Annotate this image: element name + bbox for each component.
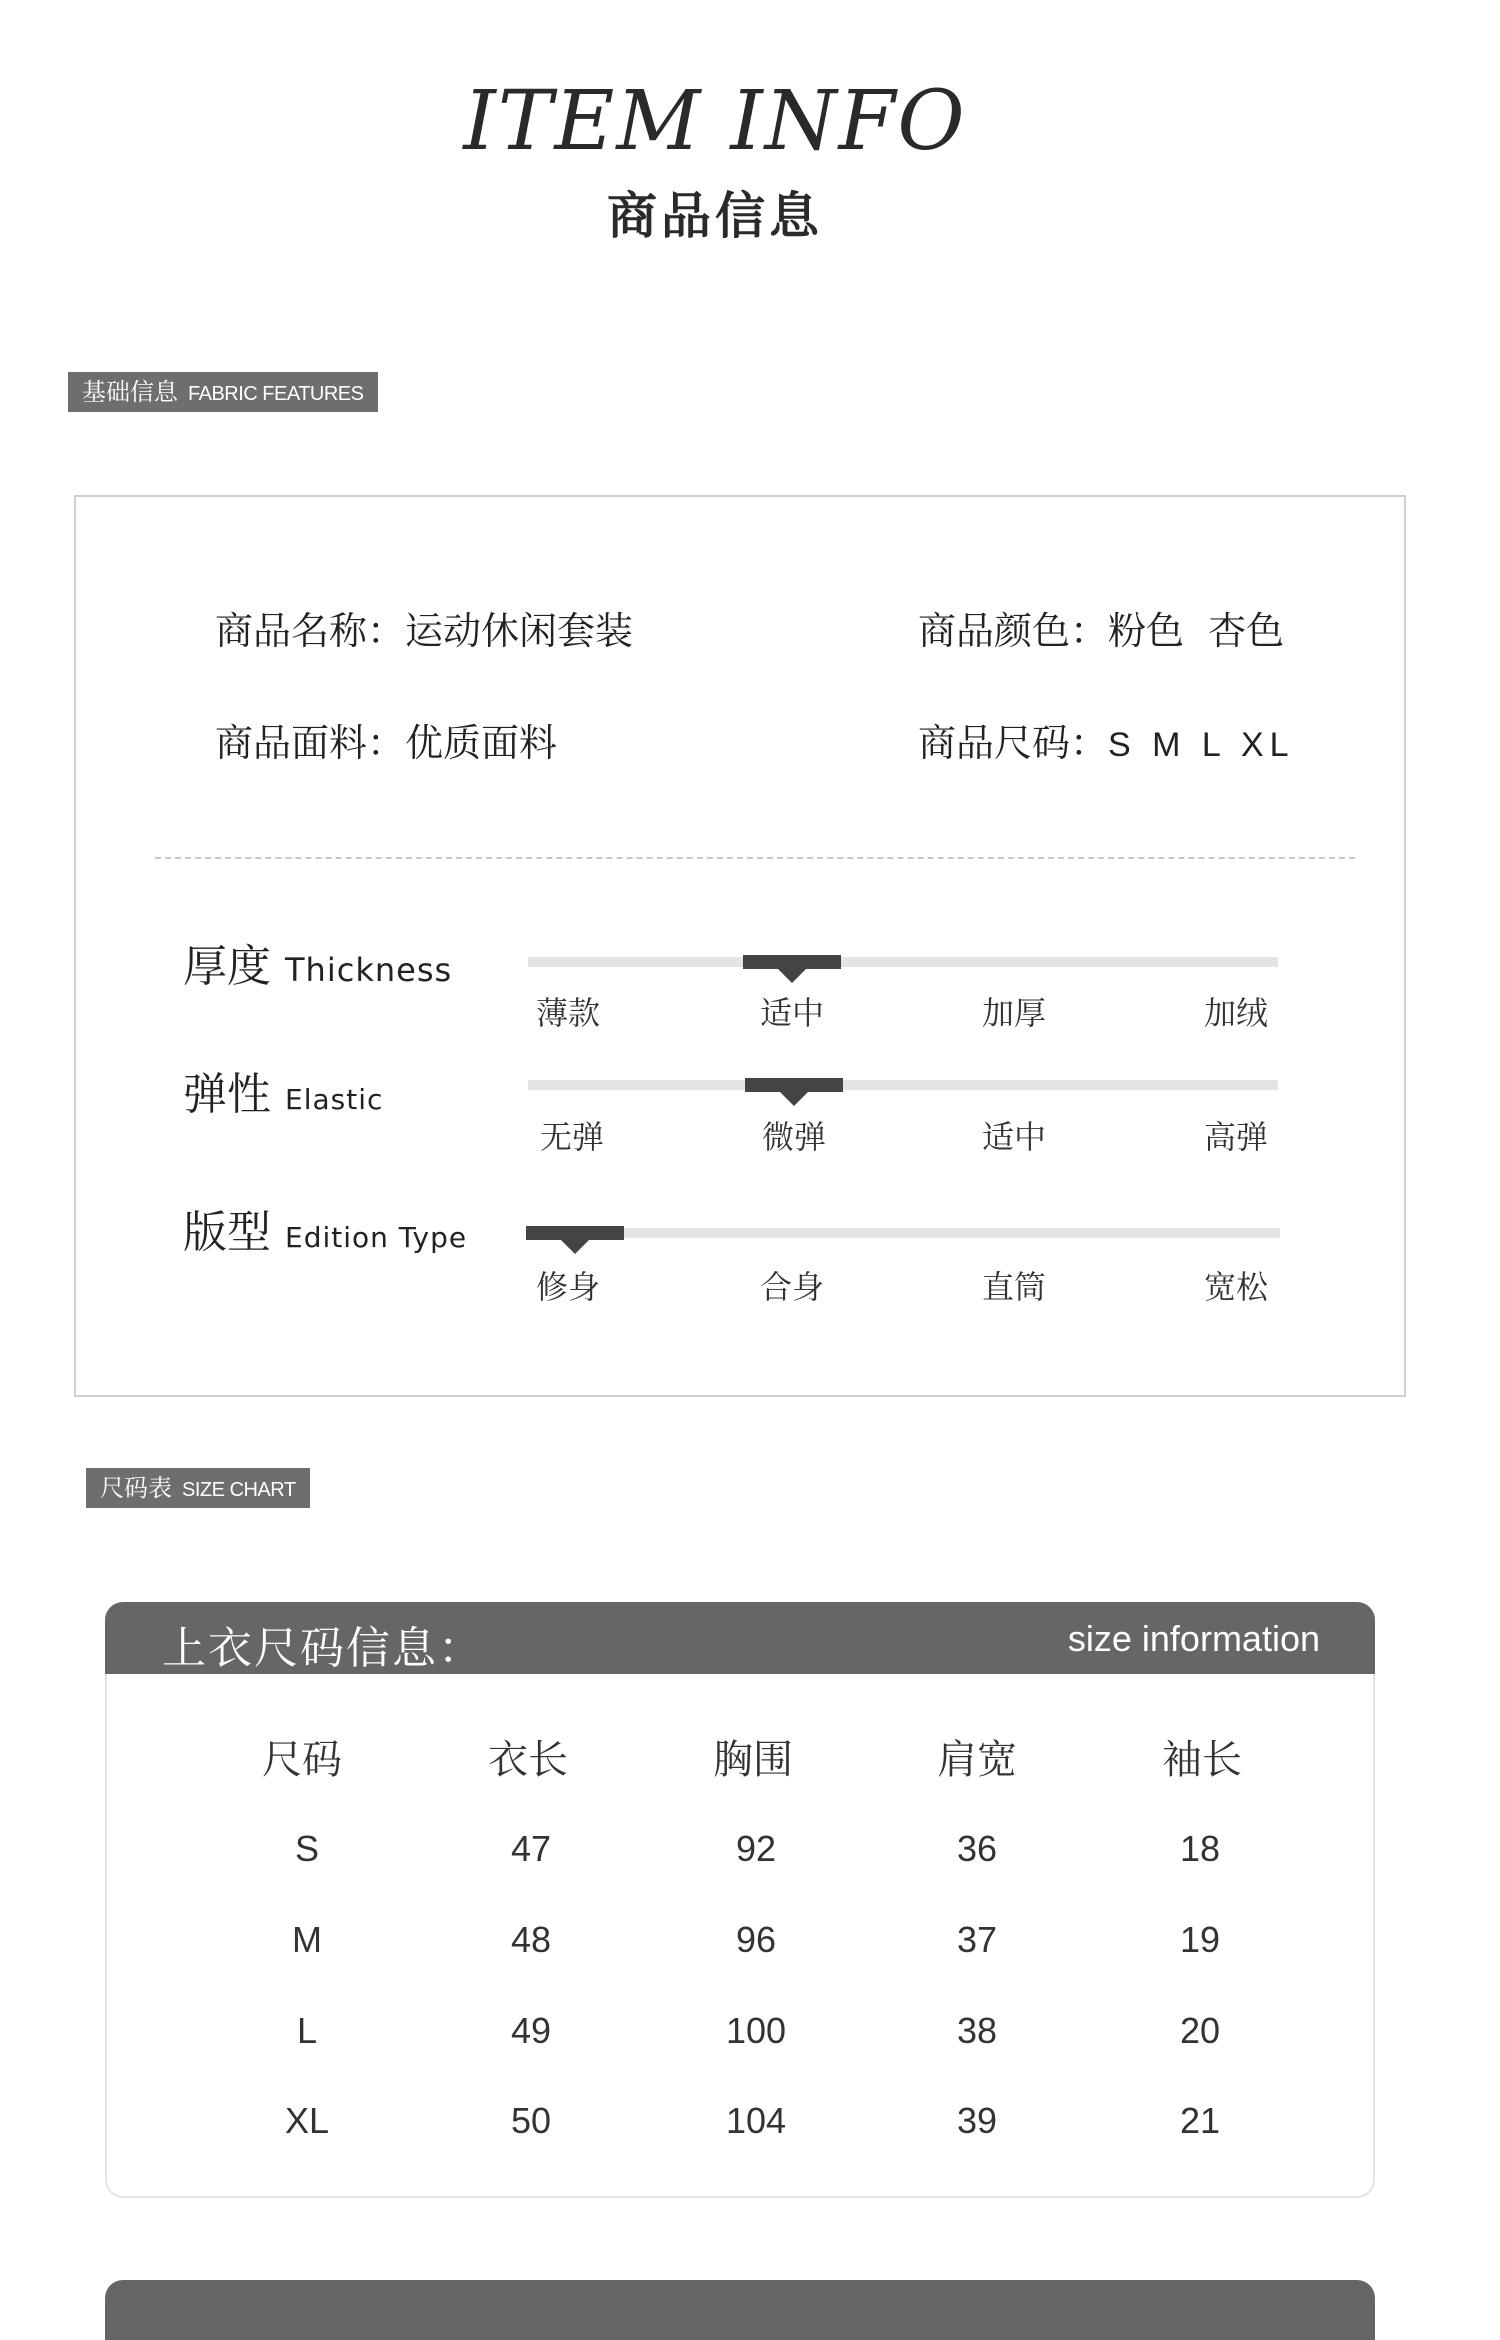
product-color-value: 粉色 杏色 <box>1108 609 1285 653</box>
size-table-cell: 38 <box>956 2010 998 2051</box>
size-table-cell: S <box>294 1828 319 1869</box>
attribute-label-edition-type <box>183 1196 467 1260</box>
elastic-option: 高弹 <box>1203 1118 1268 1156</box>
dashed-divider <box>155 857 1355 859</box>
edition-type-track <box>528 1228 1280 1238</box>
product-color-row <box>918 600 1284 655</box>
attribute-label-thickness <box>183 930 452 994</box>
elastic-option: 适中 <box>981 1118 1046 1156</box>
attribute-cn: 版型 <box>183 1207 271 1258</box>
size-table-cell: 92 <box>735 1828 777 1869</box>
product-size-label: 商品尺码： <box>918 721 1109 765</box>
size-table-cell: XL <box>284 2100 330 2141</box>
attribute-cn: 弹性 <box>183 1069 271 1120</box>
size-table-title-cn: 上衣尺码信息： <box>162 1623 484 1674</box>
size-table-column-header: 胸围 <box>713 1737 793 1783</box>
thickness-marker <box>743 955 841 969</box>
page-title-english: ITEM INFO <box>463 74 967 169</box>
product-size-row <box>918 712 1295 767</box>
size-table-cell: 36 <box>956 1828 998 1869</box>
size-table-cell: 39 <box>956 2100 998 2141</box>
product-fabric-row <box>215 712 557 767</box>
page-title-chinese: 商品信息 <box>607 187 823 245</box>
edition-type-option: 宽松 <box>1203 1268 1268 1306</box>
product-name-row <box>215 600 633 655</box>
fabric-features-tag <box>68 372 378 412</box>
product-size-value: S M L XL <box>1108 726 1295 764</box>
elastic-track <box>528 1080 1278 1090</box>
attribute-en: Thickness <box>285 951 453 989</box>
size-table-cell: 20 <box>1179 2010 1221 2051</box>
size-table-cell: 49 <box>510 2010 552 2051</box>
edition-type-option: 修身 <box>535 1268 600 1306</box>
elastic-option: 无弹 <box>539 1118 604 1156</box>
size-chart-tag <box>86 1468 310 1508</box>
product-color-label: 商品颜色： <box>918 609 1109 653</box>
elastic-option: 微弹 <box>761 1118 826 1156</box>
attribute-en: Edition Type <box>285 1221 468 1254</box>
attribute-en: Elastic <box>285 1083 384 1116</box>
product-fabric-value: 优质面料 <box>405 721 558 765</box>
size-table-cell: 47 <box>510 1828 552 1869</box>
thickness-option: 加厚 <box>981 994 1046 1032</box>
size-table-cell: 104 <box>725 2100 787 2141</box>
size-tag-cn: 尺码表 <box>100 1474 172 1502</box>
size-table-cell: 48 <box>510 1919 552 1960</box>
edition-type-option: 直筒 <box>981 1268 1046 1306</box>
attribute-cn: 厚度 <box>183 941 271 992</box>
size-table-column-header: 袖长 <box>1162 1737 1242 1783</box>
edition-type-marker <box>526 1226 624 1240</box>
size-table-cell: 100 <box>725 2010 787 2051</box>
size-table-column-header: 尺码 <box>262 1737 342 1783</box>
size-table-cell: 50 <box>510 2100 552 2141</box>
size-table-cell: 21 <box>1179 2100 1221 2141</box>
elastic-marker <box>745 1078 843 1092</box>
thickness-track <box>528 957 1278 967</box>
product-name-value: 运动休闲套装 <box>405 609 634 653</box>
next-table-header-bar <box>105 2280 1375 2340</box>
size-table-cell: 18 <box>1179 1828 1221 1869</box>
size-table-title-en: size information <box>1067 1618 1320 1659</box>
size-table-cell: 37 <box>956 1919 998 1960</box>
size-tag-en: SIZE CHART <box>182 1479 296 1501</box>
fabric-tag-en: FABRIC FEATURES <box>188 383 364 405</box>
size-table-column-header: 衣长 <box>488 1737 568 1783</box>
size-table-cell: 96 <box>735 1919 777 1960</box>
size-table-cell: M <box>292 1919 322 1960</box>
thickness-option: 适中 <box>759 994 824 1032</box>
edition-type-option: 合身 <box>759 1268 824 1306</box>
size-table-column-header: 肩宽 <box>937 1737 1017 1783</box>
fabric-tag-cn: 基础信息 <box>82 378 178 406</box>
thickness-option: 薄款 <box>535 994 600 1032</box>
product-fabric-label: 商品面料： <box>215 721 406 765</box>
product-name-label: 商品名称： <box>215 609 406 653</box>
size-table-cell: 19 <box>1179 1919 1221 1960</box>
size-table-cell: L <box>296 2010 318 2051</box>
attribute-label-elastic <box>183 1058 383 1122</box>
thickness-option: 加绒 <box>1203 994 1268 1032</box>
